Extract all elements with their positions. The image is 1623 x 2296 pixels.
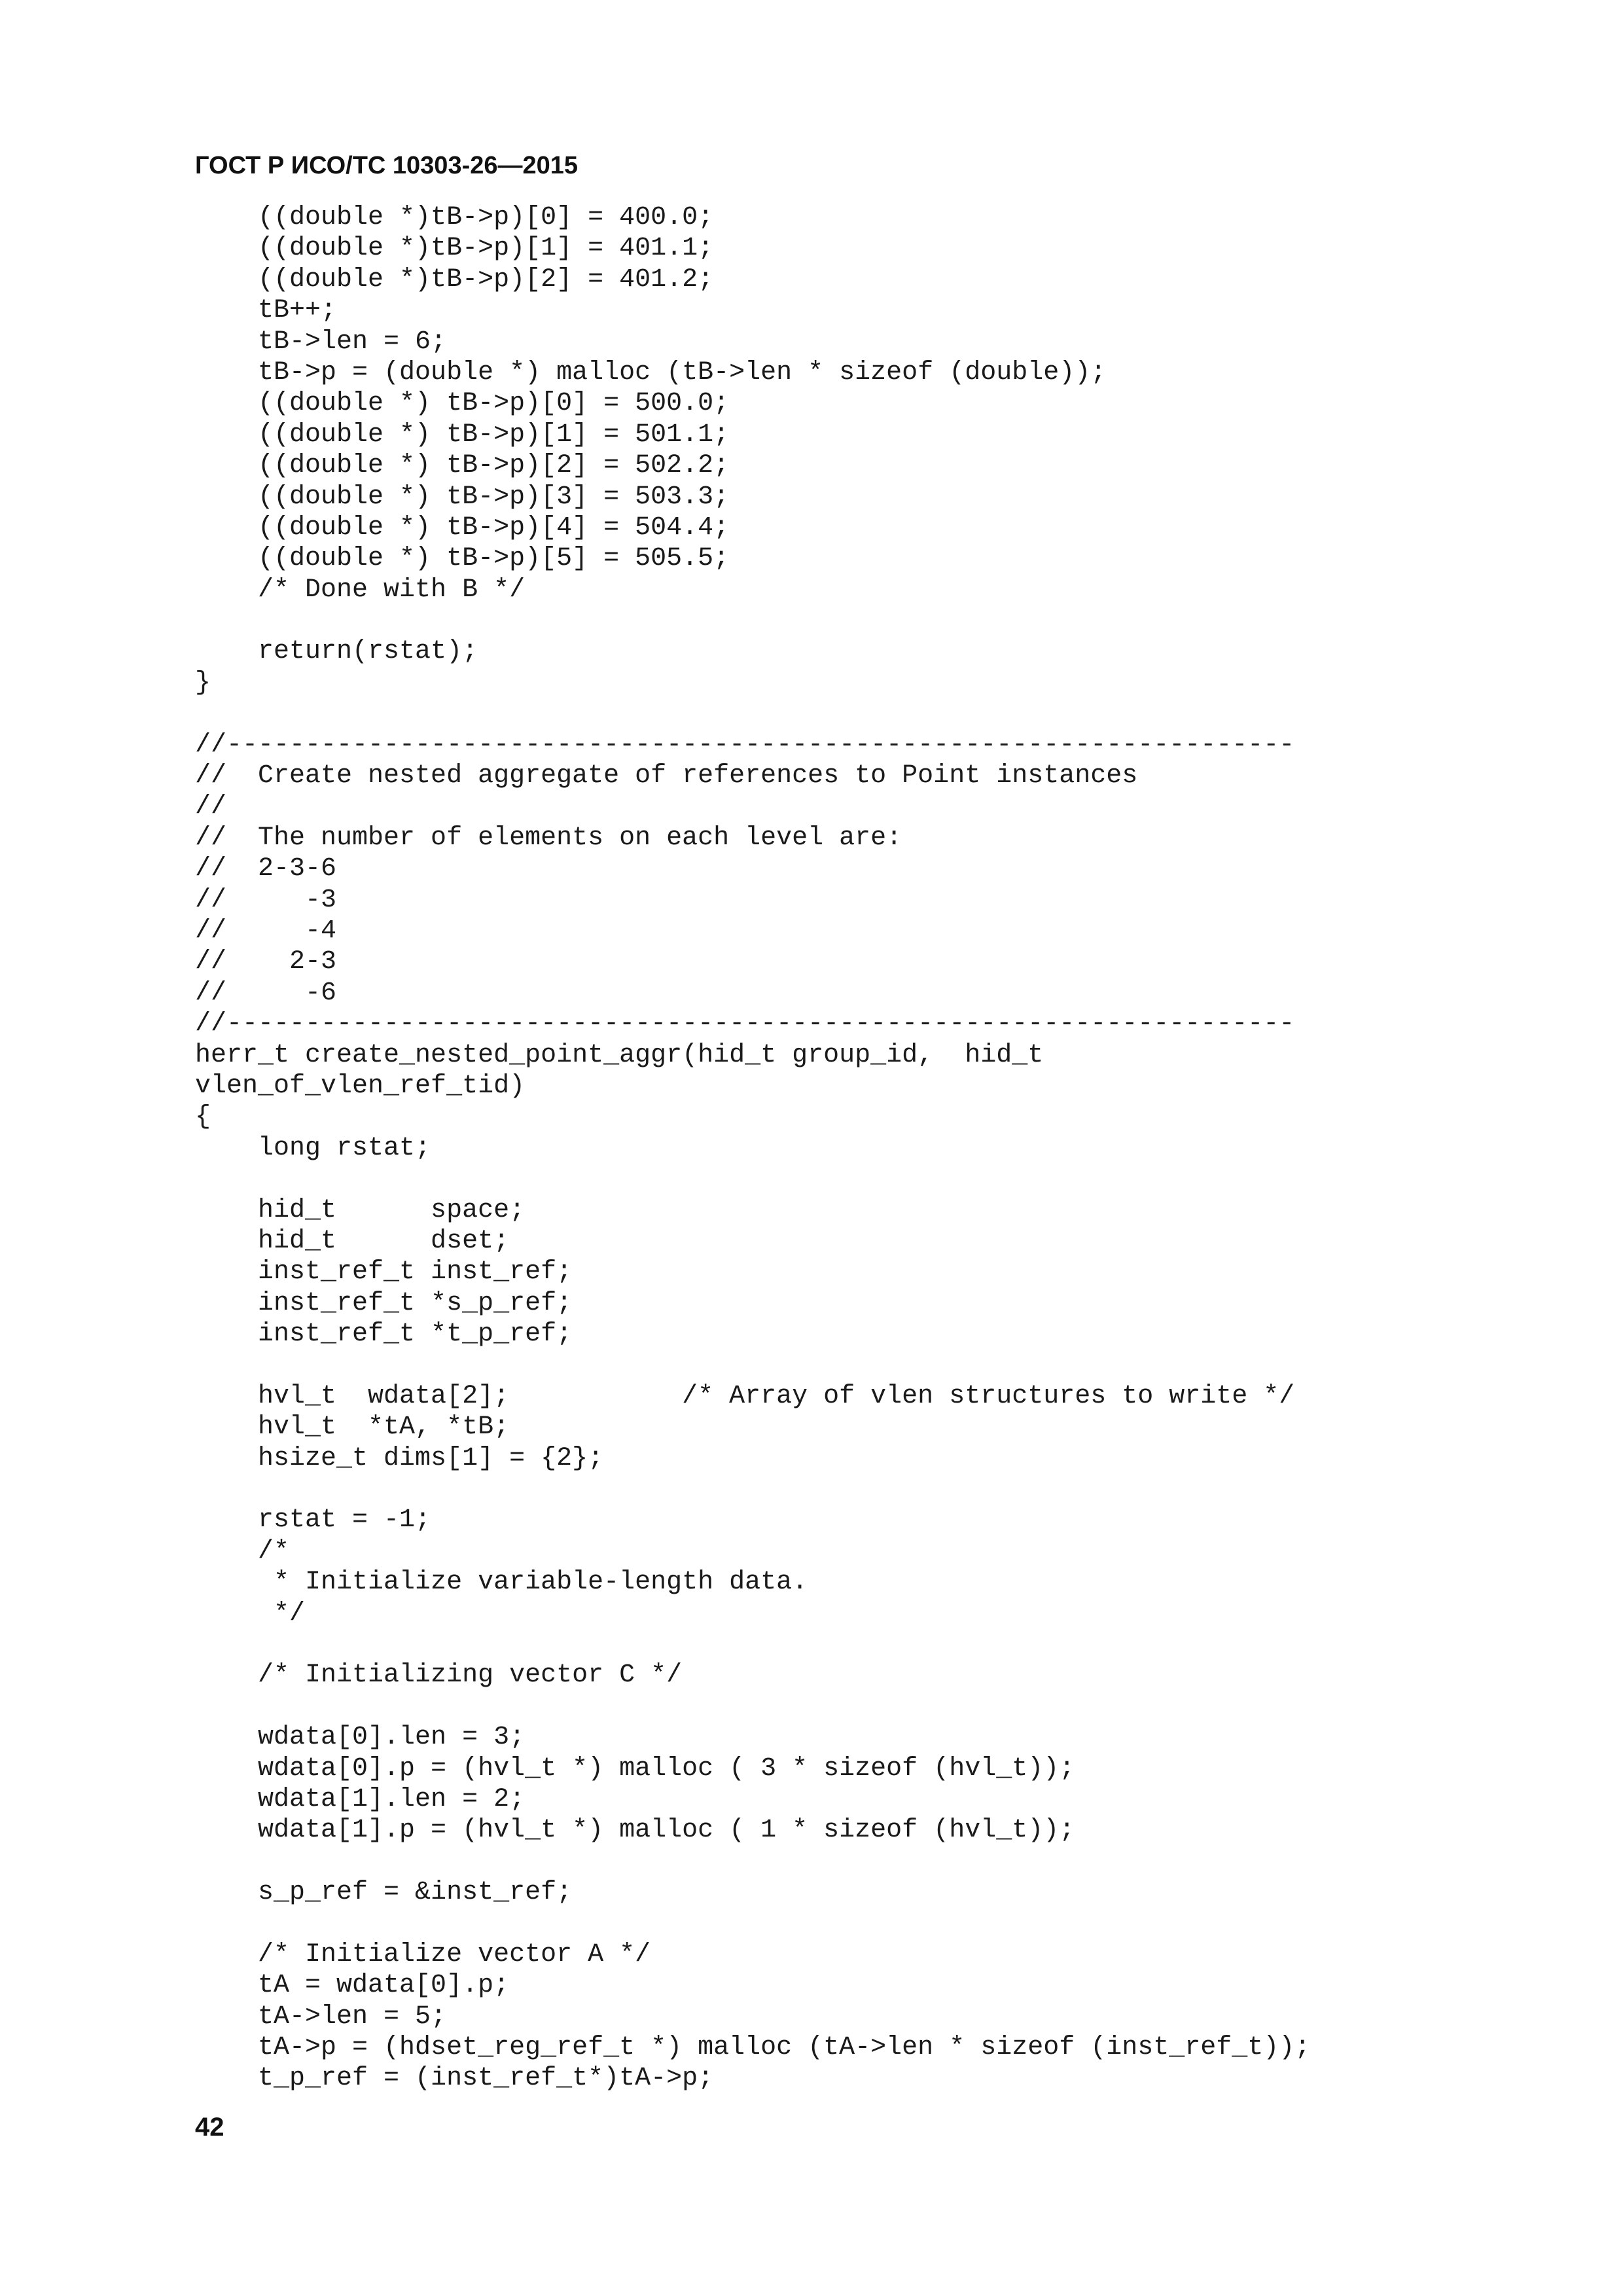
code-line	[195, 1691, 1310, 1722]
running-header-standard-id: ГОСТ Р ИСО/ТС 10303-26—2015	[195, 152, 579, 179]
page-number: 42	[195, 2113, 224, 2142]
code-line: hid_t space;	[195, 1195, 526, 1225]
code-line: hsize_t dims[1] = {2};	[195, 1443, 604, 1473]
code-line: tA = wdata[0].p;	[195, 1971, 510, 2001]
code-line: // The number of elements on each level are:	[195, 823, 902, 853]
code-line: wdata[0].p = (hvl_t *) malloc ( 3 * sizeof (hvl_t));	[195, 1753, 1075, 1784]
code-line: ((double *) tB->p)[0] = 500.0;	[195, 389, 730, 419]
code-line: // -3	[195, 885, 337, 915]
code-line: // -4	[195, 916, 337, 946]
code-line: // Create nested aggregate of references to Point instances	[195, 761, 1138, 791]
code-line: return(rstat);	[195, 637, 478, 667]
code-line: */	[195, 1598, 306, 1628]
code-line	[195, 1474, 1310, 1505]
code-line: ((double *) tB->p)[4] = 504.4;	[195, 512, 730, 543]
code-line: long rstat;	[195, 1133, 431, 1163]
code-line: ((double *)tB->p)[0] = 400.0;	[195, 203, 714, 232]
code-line: tB->p = (double *) malloc (tB->len * sizeof (double));	[195, 357, 1107, 387]
code-line: ((double *) tB->p)[2] = 502.2;	[195, 451, 730, 481]
code-line	[195, 1908, 1310, 1939]
code-line: // 2-3	[195, 947, 337, 977]
code-line	[195, 605, 1310, 636]
code-line: hvl_t *tA, *tB;	[195, 1412, 510, 1443]
code-line: /* Done with B */	[195, 575, 526, 605]
code-line: ((double *)tB->p)[1] = 401.1;	[195, 234, 714, 264]
code-line: wdata[1].len = 2;	[195, 1784, 526, 1814]
code-listing	[195, 202, 1310, 2094]
code-line: ((double *)tB->p)[2] = 401.2;	[195, 264, 714, 295]
code-line: //--------------------------------------------------------------------	[195, 1009, 1295, 1039]
code-line: ((double *) tB->p)[1] = 501.1;	[195, 420, 730, 450]
code-line: tA->p = (hdset_reg_ref_t *) malloc (tA->len * sizeof (inst_ref_t));	[195, 2033, 1311, 2063]
code-line: inst_ref_t *t_p_ref;	[195, 1319, 573, 1350]
code-line	[195, 1350, 1310, 1380]
code-line: * Initialize variable-length data.	[195, 1568, 808, 1598]
code-line: t_p_ref = (inst_ref_t*)tA->p;	[195, 2064, 714, 2094]
code-line: /* Initializing vector C */	[195, 1660, 683, 1691]
code-line: inst_ref_t *s_p_ref;	[195, 1288, 573, 1318]
code-line: // -6	[195, 978, 337, 1008]
code-line: herr_t create_nested_point_aggr(hid_t group_id, hid_t	[195, 1040, 1044, 1070]
code-line: hvl_t wdata[2]; /* Array of vlen structures to write */	[195, 1381, 1295, 1411]
code-line	[195, 1629, 1310, 1660]
code-line: s_p_ref = &inst_ref;	[195, 1878, 573, 1908]
code-line: // 2-3-6	[195, 854, 337, 884]
code-line: ((double *) tB->p)[3] = 503.3;	[195, 482, 730, 512]
code-line: tB++;	[195, 296, 337, 326]
code-line: wdata[1].p = (hvl_t *) malloc ( 1 * sizeof (hvl_t));	[195, 1816, 1075, 1846]
code-line: {	[195, 1102, 211, 1132]
code-line	[195, 1164, 1310, 1194]
code-line: //--------------------------------------------------------------------	[195, 730, 1295, 760]
code-line: wdata[0].len = 3;	[195, 1723, 526, 1753]
code-line: /* Initialize vector A */	[195, 1939, 651, 1969]
code-line: //	[195, 792, 227, 822]
code-line: rstat = -1;	[195, 1505, 431, 1535]
code-line	[195, 1846, 1310, 1877]
code-line: /*	[195, 1536, 290, 1566]
code-line: inst_ref_t inst_ref;	[195, 1257, 573, 1287]
code-line	[195, 698, 1310, 729]
code-line: ((double *) tB->p)[5] = 505.5;	[195, 544, 730, 574]
code-line: tA->len = 5;	[195, 2001, 447, 2032]
code-line: }	[195, 668, 211, 698]
code-line: tB->len = 6;	[195, 327, 447, 357]
code-line: hid_t dset;	[195, 1226, 510, 1256]
code-line: vlen_of_vlen_ref_tid)	[195, 1071, 526, 1101]
